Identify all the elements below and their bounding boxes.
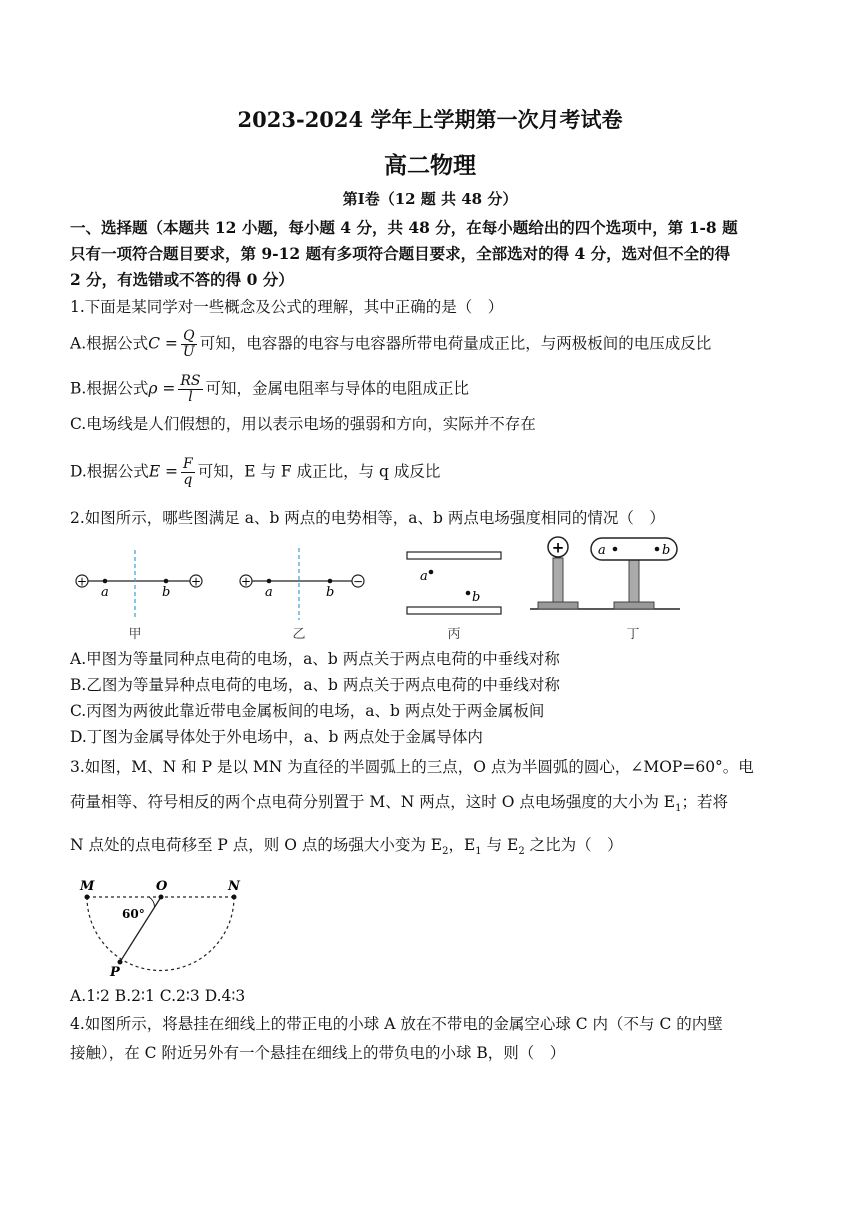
q2-stem: 2.如图所示，哪些图满足 a、b 两点的电势相等，a、b 两点电场强度相同的情况（ ）	[70, 509, 665, 527]
q1-a-text: 可知，电容器的电容与电容器所带电荷量成正比，与两极板间的电压成反比	[199, 334, 712, 353]
q2-figure	[60, 530, 700, 650]
q1-d-text: 可知，E 与 F 成正比，与 q 成反比	[197, 462, 441, 481]
ding-label-a: a	[598, 543, 606, 558]
section-title: 第Ⅰ卷（12 题 共 48 分）	[342, 190, 518, 208]
q3-semicircle-arc	[87, 897, 234, 971]
q1-d-numerator: F	[183, 456, 193, 472]
q1-a-denominator: U	[182, 344, 195, 360]
bing-bottom-plate	[407, 607, 501, 614]
jia-point-a	[103, 579, 108, 584]
jia-left-sign: +	[76, 574, 88, 589]
q1-b-fraction	[178, 374, 202, 405]
q2-option-b: B.乙图为等量异种点电荷的电场，a、b 两点关于两点电荷的中垂线对称	[70, 676, 560, 694]
q3-point-o	[159, 895, 164, 900]
yi-label-a: a	[265, 585, 273, 600]
q2-option-c: C.丙图为两彼此靠近带电金属板间的电场，a、b 两点处于两金属板间	[70, 702, 545, 720]
label-jia: 甲	[128, 627, 142, 642]
figure-yi	[240, 548, 364, 642]
q1-d-prefix: D.根据公式	[70, 462, 149, 481]
q3-e2-subscript: 2	[442, 846, 449, 858]
q3-line-2	[70, 792, 728, 819]
label-ding: 丁	[626, 627, 640, 642]
q3-label-p: P	[110, 965, 120, 980]
bing-point-a	[429, 570, 434, 575]
q1-a-prefix: A.根据公式	[70, 334, 149, 353]
q3-line-3-mid2: 与 E	[481, 836, 519, 854]
q3-point-n	[232, 895, 237, 900]
q3-label-o: O	[156, 879, 168, 894]
q1-a-numerator: Q	[183, 328, 195, 344]
q3-options: A.1∶2 B.2∶1 C.2∶3 D.4∶3	[70, 987, 246, 1005]
q3-ratio-e1-subscript: 1	[475, 846, 482, 858]
q3-figure	[70, 872, 270, 982]
q1-option-c: C.电场线是人们假想的，用以表示电场的强弱和方向，实际并不存在	[70, 415, 536, 433]
q1-stem: 1.下面是某同学对一些概念及公式的理解，其中正确的是（ ）	[70, 298, 504, 316]
q1-d-lhs: E =	[148, 462, 179, 481]
q2-option-a: A.甲图为等量同种点电荷的电场，a、b 两点关于两点电荷的中垂线对称	[70, 650, 560, 668]
q1-option-a	[70, 329, 711, 360]
yi-point-b	[328, 579, 333, 584]
q3-line-3	[70, 835, 623, 862]
q4-line-1: 4.如图所示，将悬挂在细线上的带正电的小球 A 放在不带电的金属空心球 C 内（不与 C 的内壁	[70, 1015, 723, 1033]
label-bing: 丙	[447, 627, 461, 642]
bing-top-plate	[407, 552, 501, 559]
q1-a-lhs: C =	[148, 334, 178, 353]
q3-line-2-end: ；若将	[681, 793, 728, 811]
q3-point-p	[118, 960, 123, 965]
bing-label-b: b	[472, 590, 481, 605]
q3-ratio-e2-subscript: 2	[518, 846, 525, 858]
jia-label-b: b	[162, 585, 171, 600]
q3-point-m	[85, 895, 90, 900]
exam-title: 2023-2024 学年上学期第一次月考试卷	[237, 107, 623, 132]
subject-title: 高二物理	[384, 152, 476, 179]
ding-left-base	[538, 602, 578, 609]
jia-label-a: a	[101, 585, 109, 600]
q3-angle-arc	[149, 897, 155, 907]
q1-a-fraction	[181, 329, 197, 360]
ding-left-post	[553, 558, 563, 602]
instructions-line-1: 一、选择题（本题共 12 小题，每小题 4 分，共 48 分，在每小题给出的四个选项中，第 1-8 题	[70, 218, 738, 237]
figure-jia	[76, 550, 202, 642]
q1-option-b	[70, 374, 469, 405]
q1-d-fraction	[181, 457, 195, 488]
jia-point-b	[164, 579, 169, 584]
q3-line-3-mid: ，E	[448, 836, 476, 854]
q3-line-2-text: 荷量相等、符号相反的两个点电荷分别置于 M、N 两点，这时 O 点电场强度的大小为 E	[70, 793, 676, 811]
q1-option-d	[70, 457, 440, 488]
q4-line-2: 接触），在 C 附近另外有一个悬挂在细线上的带负电的小球 B，则（ ）	[70, 1044, 566, 1062]
ding-point-b	[655, 547, 660, 552]
yi-left-sign: +	[240, 574, 252, 589]
yi-right-sign: −	[352, 574, 364, 589]
q3-e1-subscript: 1	[675, 803, 682, 815]
instructions-line-2: 只有一项符合题目要求，第 9-12 题有多项符合题目要求，全部选对的得 4 分，选对但不全的得	[70, 244, 731, 263]
jia-right-sign: +	[190, 574, 202, 589]
yi-label-b: b	[326, 585, 335, 600]
q3-line-3-text: N 点处的点电荷移至 P 点，则 O 点的场强大小变为 E	[70, 836, 443, 854]
yi-point-a	[267, 579, 272, 584]
ding-right-post	[629, 558, 639, 602]
q1-b-numerator: RS	[180, 373, 201, 389]
q1-b-text: 可知，金属电阻率与导体的电阻成正比	[205, 379, 470, 398]
q1-b-denominator: l	[188, 389, 193, 405]
q3-angle-label: 60°	[122, 907, 145, 921]
ding-point-a	[613, 547, 618, 552]
ding-label-b: b	[662, 543, 671, 558]
q3-label-n: N	[228, 879, 240, 894]
figure-bing	[407, 552, 501, 642]
q1-b-prefix: B.根据公式	[70, 379, 149, 398]
q3-line-3-end: 之比为（ ）	[524, 836, 623, 854]
ding-sign: +	[551, 538, 565, 557]
bing-point-b	[466, 591, 471, 596]
label-yi: 乙	[292, 627, 306, 642]
q1-d-denominator: q	[183, 472, 193, 488]
q1-b-lhs: ρ =	[148, 379, 176, 398]
q3-line-1: 3.如图，M、N 和 P 是以 MN 为直径的半圆弧上的三点，O 点为半圆弧的圆心，∠MOP=60°。电	[70, 758, 754, 776]
ding-right-base	[614, 602, 654, 609]
q3-label-m: M	[80, 879, 95, 894]
q2-option-d: D.丁图为金属导体处于外电场中，a、b 两点处于金属导体内	[70, 728, 483, 746]
figure-ding	[530, 537, 680, 642]
bing-label-a: a	[420, 569, 428, 584]
instructions-line-3: 2 分，有选错或不答的得 0 分）	[70, 270, 294, 289]
